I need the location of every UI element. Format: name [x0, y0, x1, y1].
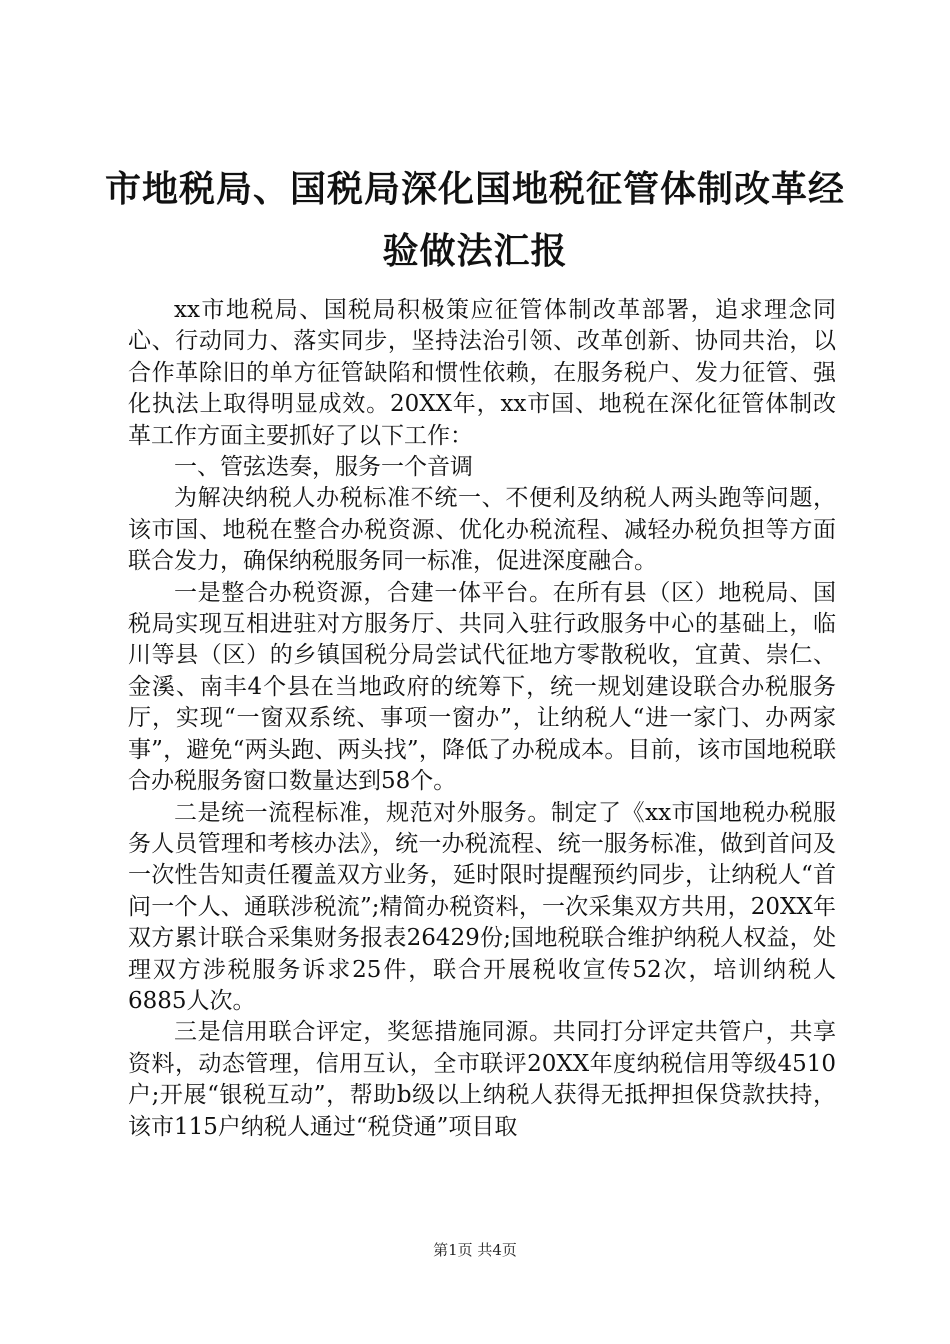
paragraph-point-3: 三是信用联合评定，奖惩措施同源。共同打分评定共管户，共享资料，动态管理，信用互认，全市联评20XX年度纳税信用等级4510户;开展“银税互动”，帮助b级以上纳税人获得无抵押担保贷款扶持，该市115户纳税人通过“税贷通”项目取: [128, 1019, 836, 1140]
section-heading: 一、管弦迭奏，服务一个音调: [174, 454, 473, 481]
paragraph-point-2: 二是统一流程标准，规范对外服务。制定了《xx市国地税办税服务人员管理和考核办法》，统一办税流程、统一服务标准，做到首问及一次性告知责任覆盖双方业务，延时限时提醒预约同步，让纳税人“首问一个人、通联涉税流”;精简办税资料，一次采集双方共用，20XX年双方累计联合采集财务报表26429份;国地税联合维护纳税人权益，处理双方涉税服务诉求25件，联合开展税收宣传52次，培训纳税人6885人次。: [128, 799, 836, 1014]
document-title: 市地税局、国税局深化国地税征管体制改革经验做法汇报: [104, 168, 845, 272]
document-body: [128, 295, 836, 1143]
paragraph-point-1: 一是整合办税资源，合建一体平台。在所有县（区）地税局、国税局实现互相进驻对方服务厅、共同入驻行政服务中心的基础上，临川等县（区）的乡镇国税分局尝试代征地方零散税收，宜黄、崇仁、金溪、南丰4个县在当地政府的统筹下，统一规划建设联合办税服务厅，实现“一窗双系统、事项一窗办”，让纳税人“进一家门、办两家事”，避免“两头跑、两头找”，降低了办税成本。目前，该市国地税联合办税服务窗口数量达到58个。: [128, 579, 836, 795]
page-footer: 第1页 共4页: [433, 1241, 517, 1259]
paragraph-section-intro: 为解决纳税人办税标准不统一、不便利及纳税人两头跑等问题，该市国、地税在整合办税资源、优化办税流程、减轻办税负担等方面联合发力，确保纳税服务同一标准，促进深度融合。: [128, 485, 836, 575]
paragraph-intro: xx市地税局、国税局积极策应征管体制改革部署，追求理念同心、行动同力、落实同步，坚持法治引领、改革创新、协同共治，以合作革除旧的单方征管缺陷和惯性依赖，在服务税户、发力征管、强化执法上取得明显成效。20XX年，xx市国、地税在深化征管体制改革工作方面主要抓好了以下工作：: [128, 297, 836, 449]
